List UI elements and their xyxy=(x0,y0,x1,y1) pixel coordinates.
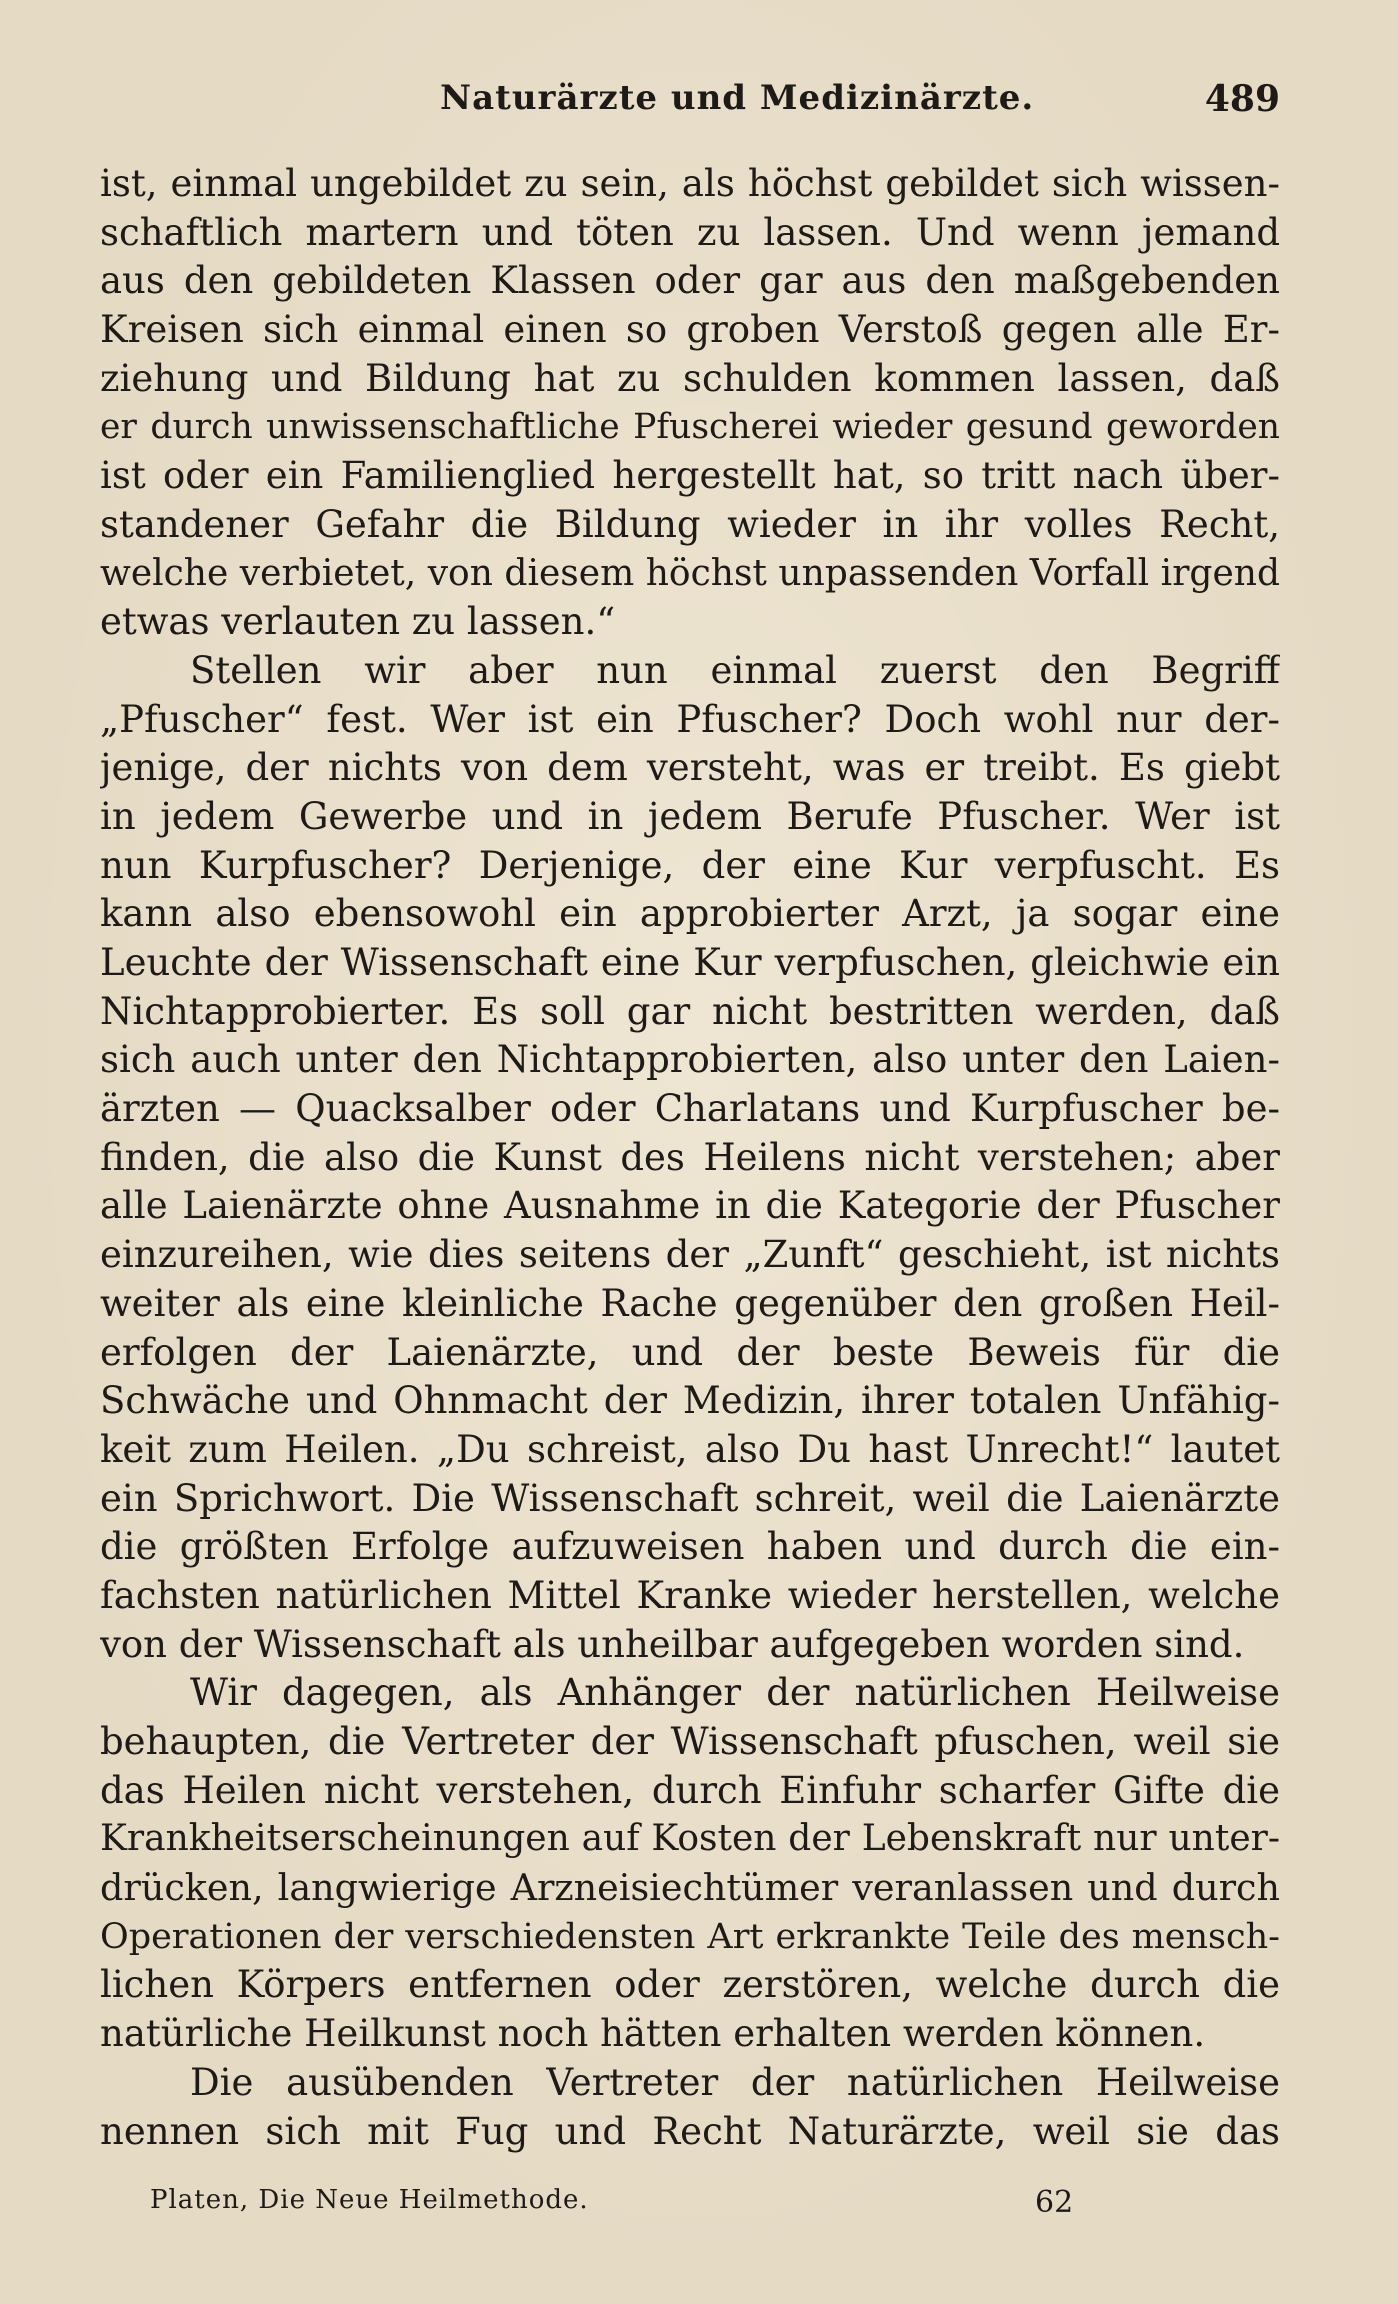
page-number: 489 xyxy=(1204,78,1280,120)
text-line: er durch unwissenschaftliche Pfuscherei wieder gesund geworden xyxy=(100,407,1280,448)
text-line: keit zum Heilen. „Du schreist, also Du hast Unrecht!“ lautet xyxy=(100,1427,1280,1471)
text-line: einzureihen, wie dies seitens der „Zunft“ geschieht, ist nichts xyxy=(100,1233,1280,1277)
text-line: ist oder ein Familienglied hergestellt hat, so tritt nach über- xyxy=(100,454,1280,498)
text-line: welche verbietet, von diesem höchst unpassenden Vorfall irgend xyxy=(100,552,1280,594)
sheet-signature xyxy=(150,2185,1150,2229)
text-line: nennen sich mit Fug und Recht Naturärzte, weil sie das xyxy=(100,2109,1280,2153)
text-line: von der Wissenschaft als unheilbar aufgegeben worden sind. xyxy=(100,1622,1245,1666)
text-line: ziehung und Bildung hat zu schulden kommen lassen, daß xyxy=(100,356,1280,400)
text-line: Stellen wir aber nun einmal zuerst den Begriff xyxy=(190,648,1280,692)
text-line: aus den gebildeten Klassen oder gar aus den maßgebenden xyxy=(100,259,1280,303)
body-text xyxy=(100,160,1280,2156)
text-line: sich auch unter den Nichtapprobierten, also unter den Laien- xyxy=(100,1038,1280,1082)
text-line: schaftlich martern und töten zu lassen. Und wenn jemand xyxy=(100,210,1280,254)
text-line: Schwäche und Ohnmacht der Medizin, ihrer totalen Unfähig- xyxy=(100,1379,1280,1423)
running-head-title: Naturärzte und Medizinärzte. xyxy=(440,78,1035,118)
text-line: jenige, der nichts von dem versteht, was er treibt. Es giebt xyxy=(100,746,1280,790)
text-line: kann also ebensowohl ein approbierter Arzt, ja sogar eine xyxy=(100,892,1280,936)
text-line: die größten Erfolge aufzuweisen haben und durch die ein- xyxy=(100,1525,1280,1569)
text-line: Operationen der verschiedensten Art erkrankte Teile des mensch- xyxy=(100,1916,1280,1957)
text-line: drücken, langwierige Arzneisiechtümer veranlassen und durch xyxy=(100,1866,1280,1910)
text-line: erfolgen der Laienärzte, und der beste Beweis für die xyxy=(100,1330,1280,1374)
text-line: Leuchte der Wissenschaft eine Kur verpfuschen, gleichwie ein xyxy=(100,941,1280,984)
signature-text: Platen, Die Neue Heilmethode. xyxy=(150,2185,589,2215)
text-line: weiter als eine kleinliche Rache gegenüber den großen Heil- xyxy=(100,1281,1280,1325)
text-line: behaupten, die Vertreter der Wissenschaft pfuschen, weil sie xyxy=(100,1720,1280,1763)
text-line: Wir dagegen, als Anhänger der natürlichen Heilweise xyxy=(190,1671,1280,1715)
text-line: ist, einmal ungebildet zu sein, als höchst gebildet sich wissen- xyxy=(100,162,1280,205)
text-line: Kreisen sich einmal einen so groben Verstoß gegen alle Er- xyxy=(100,308,1280,352)
text-line: etwas verlauten zu lassen.“ xyxy=(100,600,616,644)
text-line: in jedem Gewerbe und in jedem Berufe Pfuscher. Wer ist xyxy=(100,794,1280,838)
text-line: Die ausübenden Vertreter der natürlichen Heilweise xyxy=(190,2060,1280,2104)
text-line: Krankheitserscheinungen auf Kosten der Lebenskraft nur unter- xyxy=(100,1818,1280,1860)
text-line: „Pfuscher“ fest. Wer ist ein Pfuscher? Doch wohl nur der- xyxy=(100,697,1280,741)
text-line: finden, die also die Kunst des Heilens nicht verstehen; aber xyxy=(100,1135,1280,1179)
text-line: das Heilen nicht verstehen, durch Einfuhr scharfer Gifte die xyxy=(100,1768,1280,1812)
text-line: natürliche Heilkunst noch hätten erhalten werden können. xyxy=(100,2012,1206,2056)
text-line: alle Laienärzte ohne Ausnahme in die Kategorie der Pfuscher xyxy=(100,1184,1280,1228)
text-line: fachsten natürlichen Mittel Kranke wieder herstellen, welche xyxy=(100,1573,1280,1617)
text-line: lichen Körpers entfernen oder zerstören, welche durch die xyxy=(100,1963,1280,2007)
text-line: Nichtapprobierter. Es soll gar nicht bestritten werden, daß xyxy=(100,989,1280,1033)
text-line: ärzten — Quacksalber oder Charlatans und Kurpfuscher be- xyxy=(100,1087,1280,1131)
text-line: ein Sprichwort. Die Wissenschaft schreit, weil die Laienärzte xyxy=(100,1476,1280,1520)
signature-number: 62 xyxy=(1035,2185,1074,2220)
text-line: standener Gefahr die Bildung wieder in ihr volles Recht, xyxy=(100,502,1280,546)
text-line: nun Kurpfuscher? Derjenige, der eine Kur verpfuscht. Es xyxy=(100,843,1280,887)
running-head xyxy=(100,78,1280,128)
